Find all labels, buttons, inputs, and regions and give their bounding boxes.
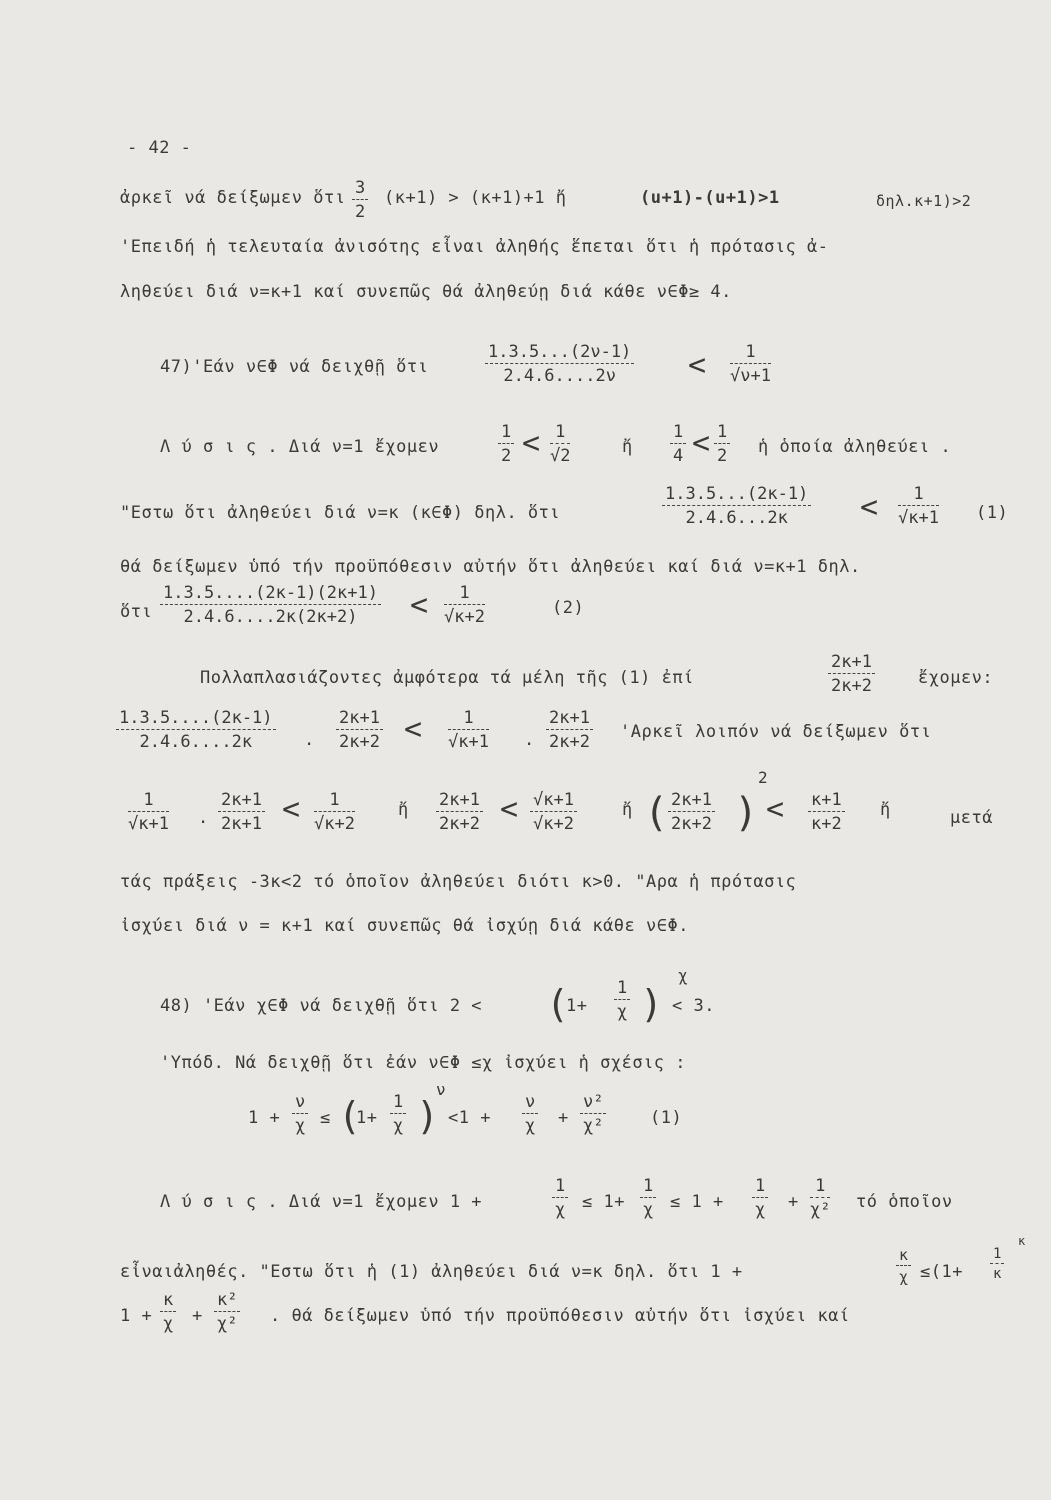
fraction <box>552 1176 568 1220</box>
text-line: 1 + <box>120 1306 153 1326</box>
paren-close: ) <box>734 790 759 836</box>
fraction-num: 2κ+1 <box>668 790 715 812</box>
equation-tag: (2) <box>552 598 585 618</box>
less-than-symbol: < <box>282 792 301 827</box>
fraction <box>314 790 355 834</box>
less-than-symbol: < <box>860 490 879 525</box>
text-line: "Εστω ὅτι ἀληθεύει διά ν=κ (κ∈Φ) δηλ. ὅτι <box>120 503 561 523</box>
fraction <box>116 708 276 752</box>
handwritten-inequality: (u+1)-(u+1)>1 <box>640 188 780 208</box>
fraction-den: χ <box>643 1200 654 1220</box>
text-line: ἡ ὁποία ἀληθεύει . <box>758 437 952 457</box>
fraction-den: χ <box>163 1314 174 1334</box>
text-line: ἰσχύει διά ν = κ+1 καί συνεπῶς θά ἰσχύῃ διά κάθε ν∈Φ. <box>120 916 689 936</box>
fraction-den: 2 <box>355 202 366 222</box>
fraction <box>352 178 368 222</box>
fraction <box>810 1176 830 1220</box>
solution-label: Λ ύ σ ι ς . Διά ν=1 ἔχομεν <box>160 437 440 457</box>
paren-open: ( <box>644 790 669 836</box>
fraction <box>444 583 485 627</box>
solution-label: Λ ύ σ ι ς . Διά ν=1 ἔχομεν 1 + <box>160 1192 483 1212</box>
fraction-den: χ² <box>217 1314 238 1334</box>
fraction <box>614 978 630 1022</box>
text-eta: ἤ <box>880 800 891 820</box>
text-line: 'Επειδή ἡ τελευταία ἀνισότης εἶναι ἀληθής ἕπεται ὅτι ἡ πρότασις ἀ- <box>120 237 829 257</box>
fraction-den: κ+2 <box>811 814 842 834</box>
plus-symbol: + <box>558 1108 569 1128</box>
fraction-den: 2κ+2 <box>671 814 712 834</box>
text-line: Πολλαπλασιάζοντες ἀμφότερα τά μέλη τῆς (1) ἐπί <box>200 668 694 688</box>
fraction-num: 1 <box>614 978 630 1000</box>
text-line: ≤ 1 + <box>670 1192 724 1212</box>
fraction-num: 2κ+1 <box>546 708 593 730</box>
fraction-den: 2 <box>501 446 512 466</box>
fraction <box>128 790 169 834</box>
fraction-den: χ <box>755 1200 766 1220</box>
fraction-num: 1.3.5...(2ν-1) <box>485 342 634 364</box>
text-line: μετά <box>950 808 993 828</box>
text-line: εἶναιἀληθές. "Εστω ὅτι ἡ (1) ἀληθεύει διά ν=κ δηλ. ὅτι 1 + <box>120 1262 743 1282</box>
fraction <box>990 1246 1004 1282</box>
fraction-den: √κ+2 <box>444 607 485 627</box>
fraction-num: 2κ+1 <box>336 708 383 730</box>
fraction-den: √2 <box>550 446 571 466</box>
fraction-den: 2.4.6....2κ <box>139 732 253 752</box>
fraction <box>160 583 381 627</box>
fraction-num: 1 <box>898 484 939 506</box>
fraction-num: 3 <box>352 178 368 200</box>
fraction <box>292 1092 308 1136</box>
less-than-symbol: < <box>692 426 711 461</box>
fraction-num: 2κ+1 <box>218 790 265 812</box>
fraction <box>730 342 771 386</box>
fraction-den: 2κ+2 <box>831 676 872 696</box>
dot-symbol: . <box>524 730 535 750</box>
text-line: θά δείξωμεν ὑπό τήν προϋπόθεσιν αὐτήν ὅτι ἀληθεύει καί διά ν=κ+1 δηλ. <box>120 557 861 577</box>
text-eta: ἤ <box>398 800 409 820</box>
text-line: 'Αρκεῖ λοιπόν νά δείξωμεν ὅτι <box>620 722 932 742</box>
equation-tag: (1) <box>976 503 1009 523</box>
fraction-den: χ <box>393 1116 404 1136</box>
text-one-plus: 1+ <box>356 1108 378 1128</box>
text-line: ἀρκεῖ νά δείξωμεν ὅτι <box>120 188 346 208</box>
fraction <box>670 422 686 466</box>
fraction <box>714 422 730 466</box>
fraction-den: √κ+1 <box>898 508 939 528</box>
text-line: (κ+1) > (κ+1)+1 ἤ <box>384 188 567 208</box>
fraction-num: κ <box>896 1246 911 1266</box>
less-than-symbol: < <box>522 426 541 461</box>
exponent: 2 <box>758 768 768 787</box>
fraction <box>160 1290 176 1334</box>
less-than-symbol: < <box>500 792 519 827</box>
text-eta: ἤ <box>622 800 633 820</box>
fraction-den: √κ+1 <box>128 814 169 834</box>
fraction <box>530 790 577 834</box>
le-symbol: ≤ <box>320 1108 331 1128</box>
paren-open: ( <box>546 982 569 1026</box>
fraction <box>448 708 489 752</box>
fraction-num: ν² <box>580 1092 606 1114</box>
less-than-symbol: < <box>404 712 423 747</box>
fraction-num: 2κ+1 <box>828 652 875 674</box>
fraction <box>896 1246 911 1286</box>
fraction-num: 1 <box>730 342 771 364</box>
fraction-den: 2κ+2 <box>549 732 590 752</box>
fraction <box>522 1092 538 1136</box>
fraction <box>218 790 265 834</box>
exponent: κ <box>1018 1234 1026 1248</box>
text-line: ≤ 1+ <box>582 1192 625 1212</box>
fraction-den: 2κ+1 <box>221 814 262 834</box>
fraction-num: 2κ+1 <box>436 790 483 812</box>
fraction <box>668 790 715 834</box>
fraction-num: 1 <box>810 1176 830 1198</box>
text-line: < 3. <box>672 996 715 1016</box>
fraction-num: 1 <box>550 422 570 444</box>
fraction-den: 2 <box>717 446 728 466</box>
fraction-num: √κ+1 <box>530 790 577 812</box>
fraction-den: χ <box>525 1116 536 1136</box>
plus-symbol: + <box>788 1192 799 1212</box>
fraction-den: √κ+2 <box>314 814 355 834</box>
dot-symbol: . <box>304 730 315 750</box>
fraction-num: 1.3.5...(2κ-1) <box>662 484 811 506</box>
fraction-den: √κ+1 <box>448 732 489 752</box>
fraction-den: χ <box>617 1002 628 1022</box>
fraction <box>498 422 514 466</box>
fraction-den: χ² <box>583 1116 604 1136</box>
equation-tag: (1) <box>650 1108 683 1128</box>
fraction <box>640 1176 656 1220</box>
fraction-den: 2.4.6....2ν <box>503 366 616 386</box>
fraction-num: 1 <box>552 1176 568 1198</box>
fraction-den: 2κ+2 <box>339 732 380 752</box>
fraction <box>752 1176 768 1220</box>
fraction-num: κ <box>160 1290 176 1312</box>
fraction-den: √κ+2 <box>533 814 574 834</box>
text-line: δηλ.κ+1)>2 <box>876 192 972 210</box>
fraction-num: ν <box>522 1092 538 1114</box>
fraction-num: κ² <box>214 1290 240 1312</box>
fraction-num: 1 <box>448 708 489 730</box>
page-number: - 42 - <box>127 138 192 158</box>
fraction-num: 1 <box>670 422 686 444</box>
text-line: τό ὁποῖον <box>856 1192 953 1212</box>
fraction-num: 1 <box>752 1176 768 1198</box>
less-than-symbol: < <box>766 792 785 827</box>
fraction <box>828 652 875 696</box>
text-line: <1 + <box>448 1108 491 1128</box>
fraction <box>580 1092 606 1136</box>
fraction <box>550 422 570 466</box>
plus-symbol: + <box>192 1306 203 1326</box>
fraction-num: 1 <box>990 1246 1004 1264</box>
text-line: τάς πράξεις -3κ<2 τό ὁποῖον ἀληθεύει διότι κ>0. "Αρα ἡ πρότασις <box>120 872 797 892</box>
fraction <box>898 484 939 528</box>
text-line: ληθεύει διά ν=κ+1 καί συνεπῶς θά ἀληθεύῃ διά κάθε ν∈Φ≥ 4. <box>120 282 732 302</box>
fraction-den: χ <box>295 1116 306 1136</box>
text-one-plus: 1+ <box>566 996 588 1016</box>
text-line: ≤(1+ <box>920 1262 963 1282</box>
exercise-47-label: 47)'Εάν ν∈Φ νά δειχθῇ ὅτι <box>160 357 429 377</box>
paren-close: ) <box>416 1094 439 1138</box>
fraction-den: κ <box>993 1266 1002 1282</box>
fraction-num: 1.3.5....(2κ-1) <box>116 708 276 730</box>
paren-open: ( <box>338 1094 361 1138</box>
fraction-num: 1 <box>390 1092 406 1114</box>
paren-close: ) <box>640 982 663 1026</box>
exponent: ν <box>436 1080 446 1099</box>
fraction-den: χ² <box>810 1200 831 1220</box>
fraction-den: 2κ+2 <box>439 814 480 834</box>
fraction <box>336 708 383 752</box>
fraction <box>390 1092 406 1136</box>
text-hoti: ὅτι <box>120 602 153 622</box>
fraction-num: 1.3.5....(2κ-1)(2κ+1) <box>160 583 381 605</box>
fraction <box>485 342 634 386</box>
fraction <box>214 1290 240 1334</box>
text-one-plus: 1 + <box>248 1108 281 1128</box>
fraction <box>546 708 593 752</box>
text-line: ἔχομεν: <box>918 668 994 688</box>
less-than-symbol: < <box>688 348 707 383</box>
fraction-num: 1 <box>714 422 730 444</box>
dot-symbol: . <box>198 808 209 828</box>
fraction-num: 1 <box>640 1176 656 1198</box>
fraction <box>808 790 845 834</box>
hint-label: 'Υπόδ. Νά δειχθῇ ὅτι ἐάν ν∈Φ ≤χ ἰσχύει ἡ σχέσις : <box>160 1053 687 1073</box>
fraction-den: 2.4.6...2κ <box>685 508 788 528</box>
less-than-symbol: < <box>410 588 429 623</box>
fraction-num: 1 <box>128 790 169 812</box>
fraction-num: 1 <box>498 422 514 444</box>
fraction <box>436 790 483 834</box>
fraction-den: √ν+1 <box>730 366 771 386</box>
fraction <box>662 484 811 528</box>
fraction-den: χ <box>899 1268 909 1286</box>
fraction-num: κ+1 <box>808 790 845 812</box>
exponent: χ <box>678 966 688 985</box>
fraction-den: 2.4.6....2κ(2κ+2) <box>183 607 358 627</box>
exercise-48-label: 48) 'Εάν χ∈Φ νά δειχθῇ ὅτι 2 < <box>160 996 483 1016</box>
fraction-den: χ <box>555 1200 566 1220</box>
text-line: . θά δείξωμεν ὑπό τήν προϋπόθεσιν αὐτήν ὅτι ἰσχύει καί <box>270 1306 850 1326</box>
text-eta: ἤ <box>622 437 633 457</box>
fraction-den: 4 <box>673 446 684 466</box>
fraction-num: ν <box>292 1092 308 1114</box>
fraction-num: 1 <box>444 583 485 605</box>
fraction-num: 1 <box>314 790 355 812</box>
